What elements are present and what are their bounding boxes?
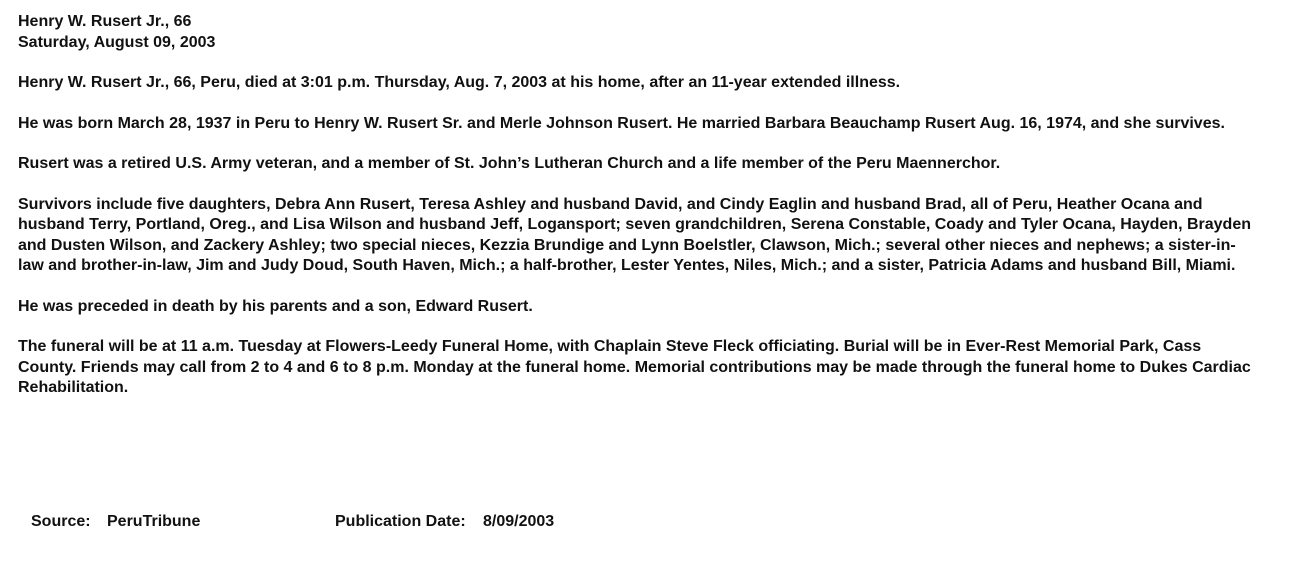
paragraph-birth-marriage: He was born March 28, 1937 in Peru to Henry W. Rusert Sr. and Merle Johnson Rusert. He married Barbara Beauchamp Rusert Aug. 16, 1974, and she survives. [18,114,1225,132]
publication-date-value: 8/09/2003 [483,513,555,530]
source-label: Source: [31,513,91,530]
publication-date-label: Publication Date: [335,513,466,530]
paragraph-military-church: Rusert was a retired U.S. Army veteran, and a member of St. John’s Lutheran Church and a life member of the Peru Maennerchor. [18,155,1001,172]
obituary-document [18,11,1258,399]
paragraph-preceded: He was preceded in death by his parents and a son, Edward Rusert. [18,297,533,315]
paragraph-death-notice: Henry W. Rusert Jr., 66, Peru, died at 3:01 p.m. Thursday, Aug. 7, 2003 at his home, after an 11-year extended illness. [18,74,901,91]
source-footer [31,511,731,533]
paragraph-survivors: Survivors include five daughters, Debra Ann Rusert, Teresa Ashley and husband David, and Cindy Eaglin and husband Brad, all of Peru, Heather Ocana and husband Terry, Portland, Oreg., and Lisa Wilson and husband Jeff, Logansport; seven grandchildren, Serena Constable, Coady and Tyler Ocana, Hayden, Brayden and Dusten Wilson, and Zackery Ashley; two special nieces, Kezzia Brundige and Lynn Boelstler, Clawson, Mich.; several other nieces and nephews; a sister-in-law and brother-in-law, Jim and Judy Doud, South Haven, Mich.; a half-brother, Lester Yentes, Niles, Mich.; and a sister, Patricia Adams and husband Bill, Miami. [18,195,1251,274]
obituary-date: Saturday, August 09, 2003 [18,34,216,51]
paragraph-funeral: The funeral will be at 11 a.m. Tuesday at Flowers-Leedy Funeral Home, with Chaplain Steve Fleck officiating. Burial will be in Ever-Rest Memorial Park, Cass County. Friends may call from 2 to 4 and 6 to 8 p.m. Monday at the funeral home. Memorial contributions may be made through the funeral home to Dukes Cardiac Rehabilitation. [18,338,1251,396]
source-value: PeruTribune [107,513,201,530]
obituary-title: Henry W. Rusert Jr., 66 [18,13,192,30]
